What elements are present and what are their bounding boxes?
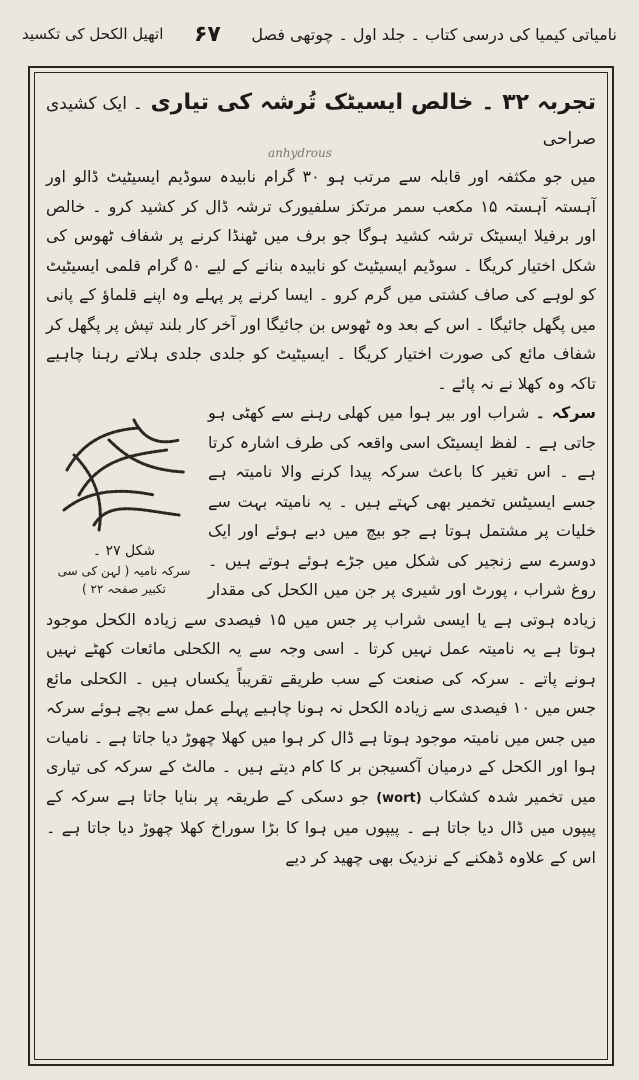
page-number: ۶۷ [193,21,221,47]
vinegar-text-2: جو دسکی کے طریقہ پر بنایا جاتا ہے سرکہ کے پیپوں میں ڈال دیا جاتا ہے ۔ پیپوں میں ہوا کا بڑا سوراخ کھلا چھوڑ دیا جاتا ہے ۔ اس کے علاوہ ڈھکنے کے نزدیک بھی چھید کر دیے [46,786,596,867]
handwritten-note: anhydrous [268,146,332,160]
bacteria-chains-illustration [49,400,199,540]
section-title: اتھیل الکحل کی تکسید [22,25,164,43]
figure-27 [46,400,202,598]
vinegar-text-1: شراب اور بیر ہوا میں کھلی رہنے سے کھٹی ہو جاتی ہے ۔ لفظ ایسیٹک اسی واقعہ کی طرف اشارہ کرتا ہے ۔ اس تغیر کا باعث سرکہ پیدا کرنے والا نامیتہ ہے جسے ایسیٹس تخمیر بھی کہتے ہیں ۔ یہ نامیتہ بہت سے خلیات پر مشتمل ہوتا ہے جو بیچ میں دبے ہوئے اور ایک دوسرے سے زنجیر کی شکل میں جڑے ہوئے ہوتے ہیں ۔ روغ شراب ، پورٹ اور شیری پر جن میں الکحل کی مقدار زیادہ ہوتی ہے یا ایسی شراب پر جس میں ۱۵ فیصدی سے زیادہ الکحل موجود ہوتا ہے یہ نامیتہ عمل نہیں کرتا ۔ اسی وجہ سے یہ الکحلی مائعات کھٹے نہیں ہونے پاتے ۔ سرکہ کی صنعت کے سب طریقے تقریباً یکساں ہیں ۔ الکحلی مائع جس میں ۱۰ فیصدی سے زیادہ الکحل نہ ہونا چاہیے پہلے عمل سے بچے ہوئے سرکہ میں جس میں نامیتہ موجود ہوتا ہے ڈال کر ہوا میں کھلا چھوڑ دیا جاتا ہے ۔ نامیات ہوا اور الکحل کے درمیان آکسیجن بر کا کام دیتے ہیں ۔ مالٹ کے سرکہ کی تیاری میں تخمیر شدہ کشکاب [46,403,597,806]
figure-label: شکل ۲۷ ۔ [92,543,156,559]
running-header [22,14,617,54]
vinegar-subhead: سرکہ ۔ [535,403,597,422]
wort-term: (wort) [376,790,422,806]
figure-caption: سرکہ نامیہ ( لہن کی سی تکبیر صفحہ ۲۲ ) [57,564,191,596]
experiment-body: میں جو مکثفہ اور قابلہ سے مرتب ہو ۳۰ گرام نابیدہ سوڈیم ایسیٹیٹ ڈالو اور آہستہ آہستہ ۱۵ مکعب سمر مرتکز سلفیورک ترشہ ڈال کر کشید کرو ۔ خالص اور برفیلا ایسیٹک ترشہ کشید ہوگا جو برف میں ٹھنڈا کرنے پر شفاف ٹھوس کی شکل اختیار کریگا ۔ سوڈیم ایسیٹیٹ کو نابیدہ بنانے کے لیے ۵۰ گرام قلمی ایسیٹیٹ کو لوہے کی صاف کشتی میں گرم کرو ۔ ایسا کرنے پر پہلے وہ اپنے قلماؤ کے پانی میں پگھل جائیگا ۔ اس کے بعد وہ ٹھوس بن جائیگا اور آخر کار بلند تپش پر پگھل کر شفاف مائع کی صورت اختیار کریگا ۔ ایسیٹیٹ کو جلدی جلدی ہلاتے رہنا چاہیے تاکہ وہ کھلا نے نہ پائے ۔ [46,167,597,393]
page-content [46,86,596,872]
experiment-heading [46,86,596,156]
book-title: نامیاتی کیمیا کی درسی کتاب ۔ جلد اول ۔ چوتھی فصل [251,24,617,44]
experiment-intro: ۔ ایک کشیدی صراحی [46,94,596,149]
experiment-title: تجربہ ۳۲ ۔ خالص ایسیٹک تُرشہ کی تیاری [150,90,596,115]
